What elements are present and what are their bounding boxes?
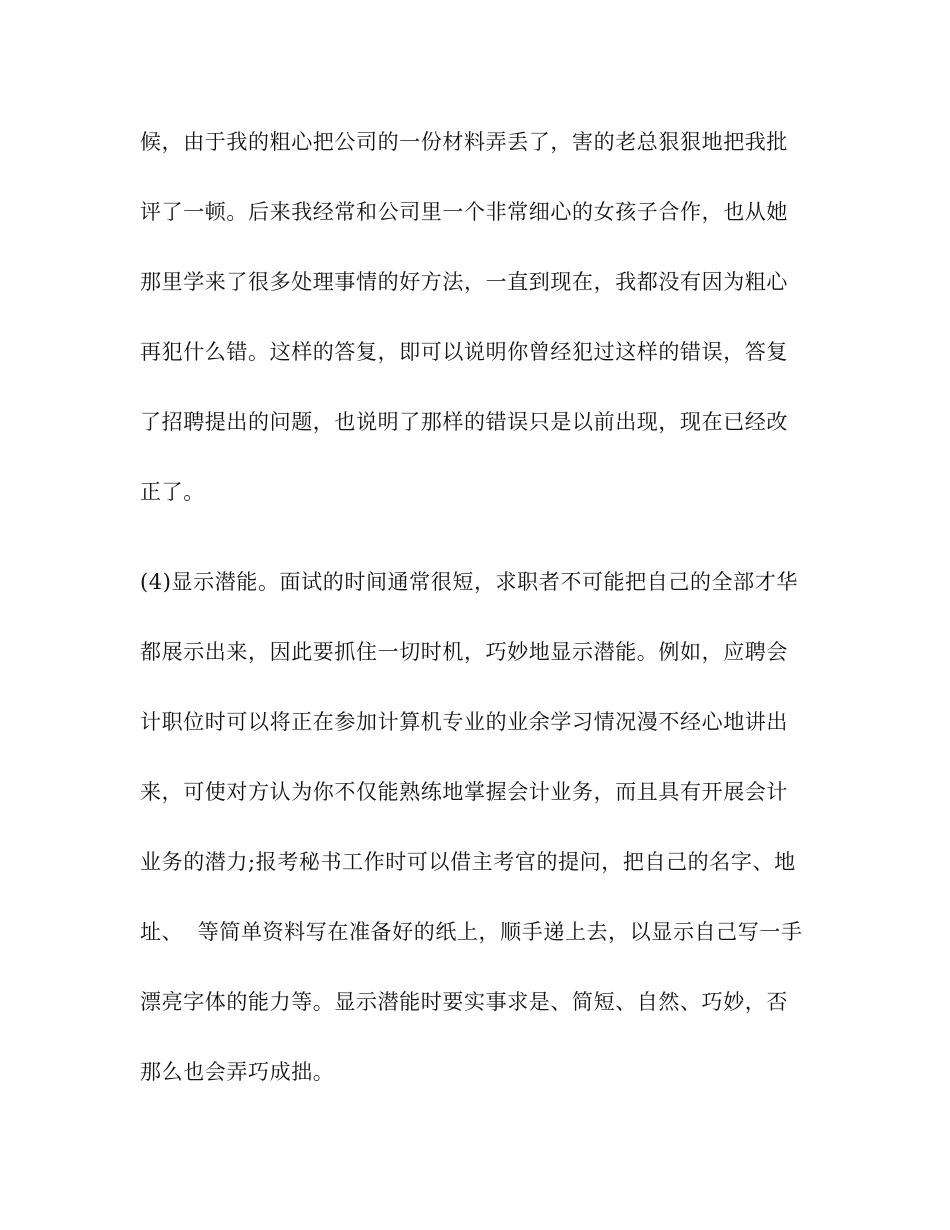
- text-line-7: (4)显示潜能。面试的时间通常很短，求职者不可能把自己的全部才华: [140, 570, 798, 594]
- text-line-3: 那里学来了很多处理事情的好方法，一直到现在，我都没有因为粗心: [140, 270, 788, 294]
- text-line-8: 都展示出来，因此要抓住一切时机，巧妙地显示潜能。例如，应聘会: [140, 640, 788, 664]
- text-line-4: 再犯什么错。这样的答复，即可以说明你曾经犯过这样的错误，答复: [140, 340, 788, 364]
- text-line-12: 址、 等简单资料写在准备好的纸上，顺手递上去，以显示自己写一手: [140, 920, 803, 944]
- text-line-2: 评了一顿。后来我经常和公司里一个非常细心的女孩子合作，也从她: [140, 200, 788, 224]
- text-line-1: 候，由于我的粗心把公司的一份材料弄丢了，害的老总狠狠地把我批: [140, 130, 788, 154]
- text-line-10: 来，可使对方认为你不仅能熟练地掌握会计业务，而且具有开展会计: [140, 780, 788, 804]
- text-line-11: 业务的潜力;报考秘书工作时可以借主考官的提问，把自己的名字、地: [140, 850, 796, 874]
- text-line-6: 正了。: [140, 480, 205, 504]
- text-line-14: 那么也会弄巧成拙。: [140, 1060, 335, 1084]
- text-line-9: 计职位时可以将正在参加计算机专业的业余学习情况漫不经心地讲出: [140, 710, 788, 734]
- text-line-5: 了招聘提出的问题，也说明了那样的错误只是以前出现，现在已经改: [140, 410, 788, 434]
- text-line-13: 漂亮字体的能力等。显示潜能时要实事求是、简短、自然、巧妙，否: [140, 990, 788, 1014]
